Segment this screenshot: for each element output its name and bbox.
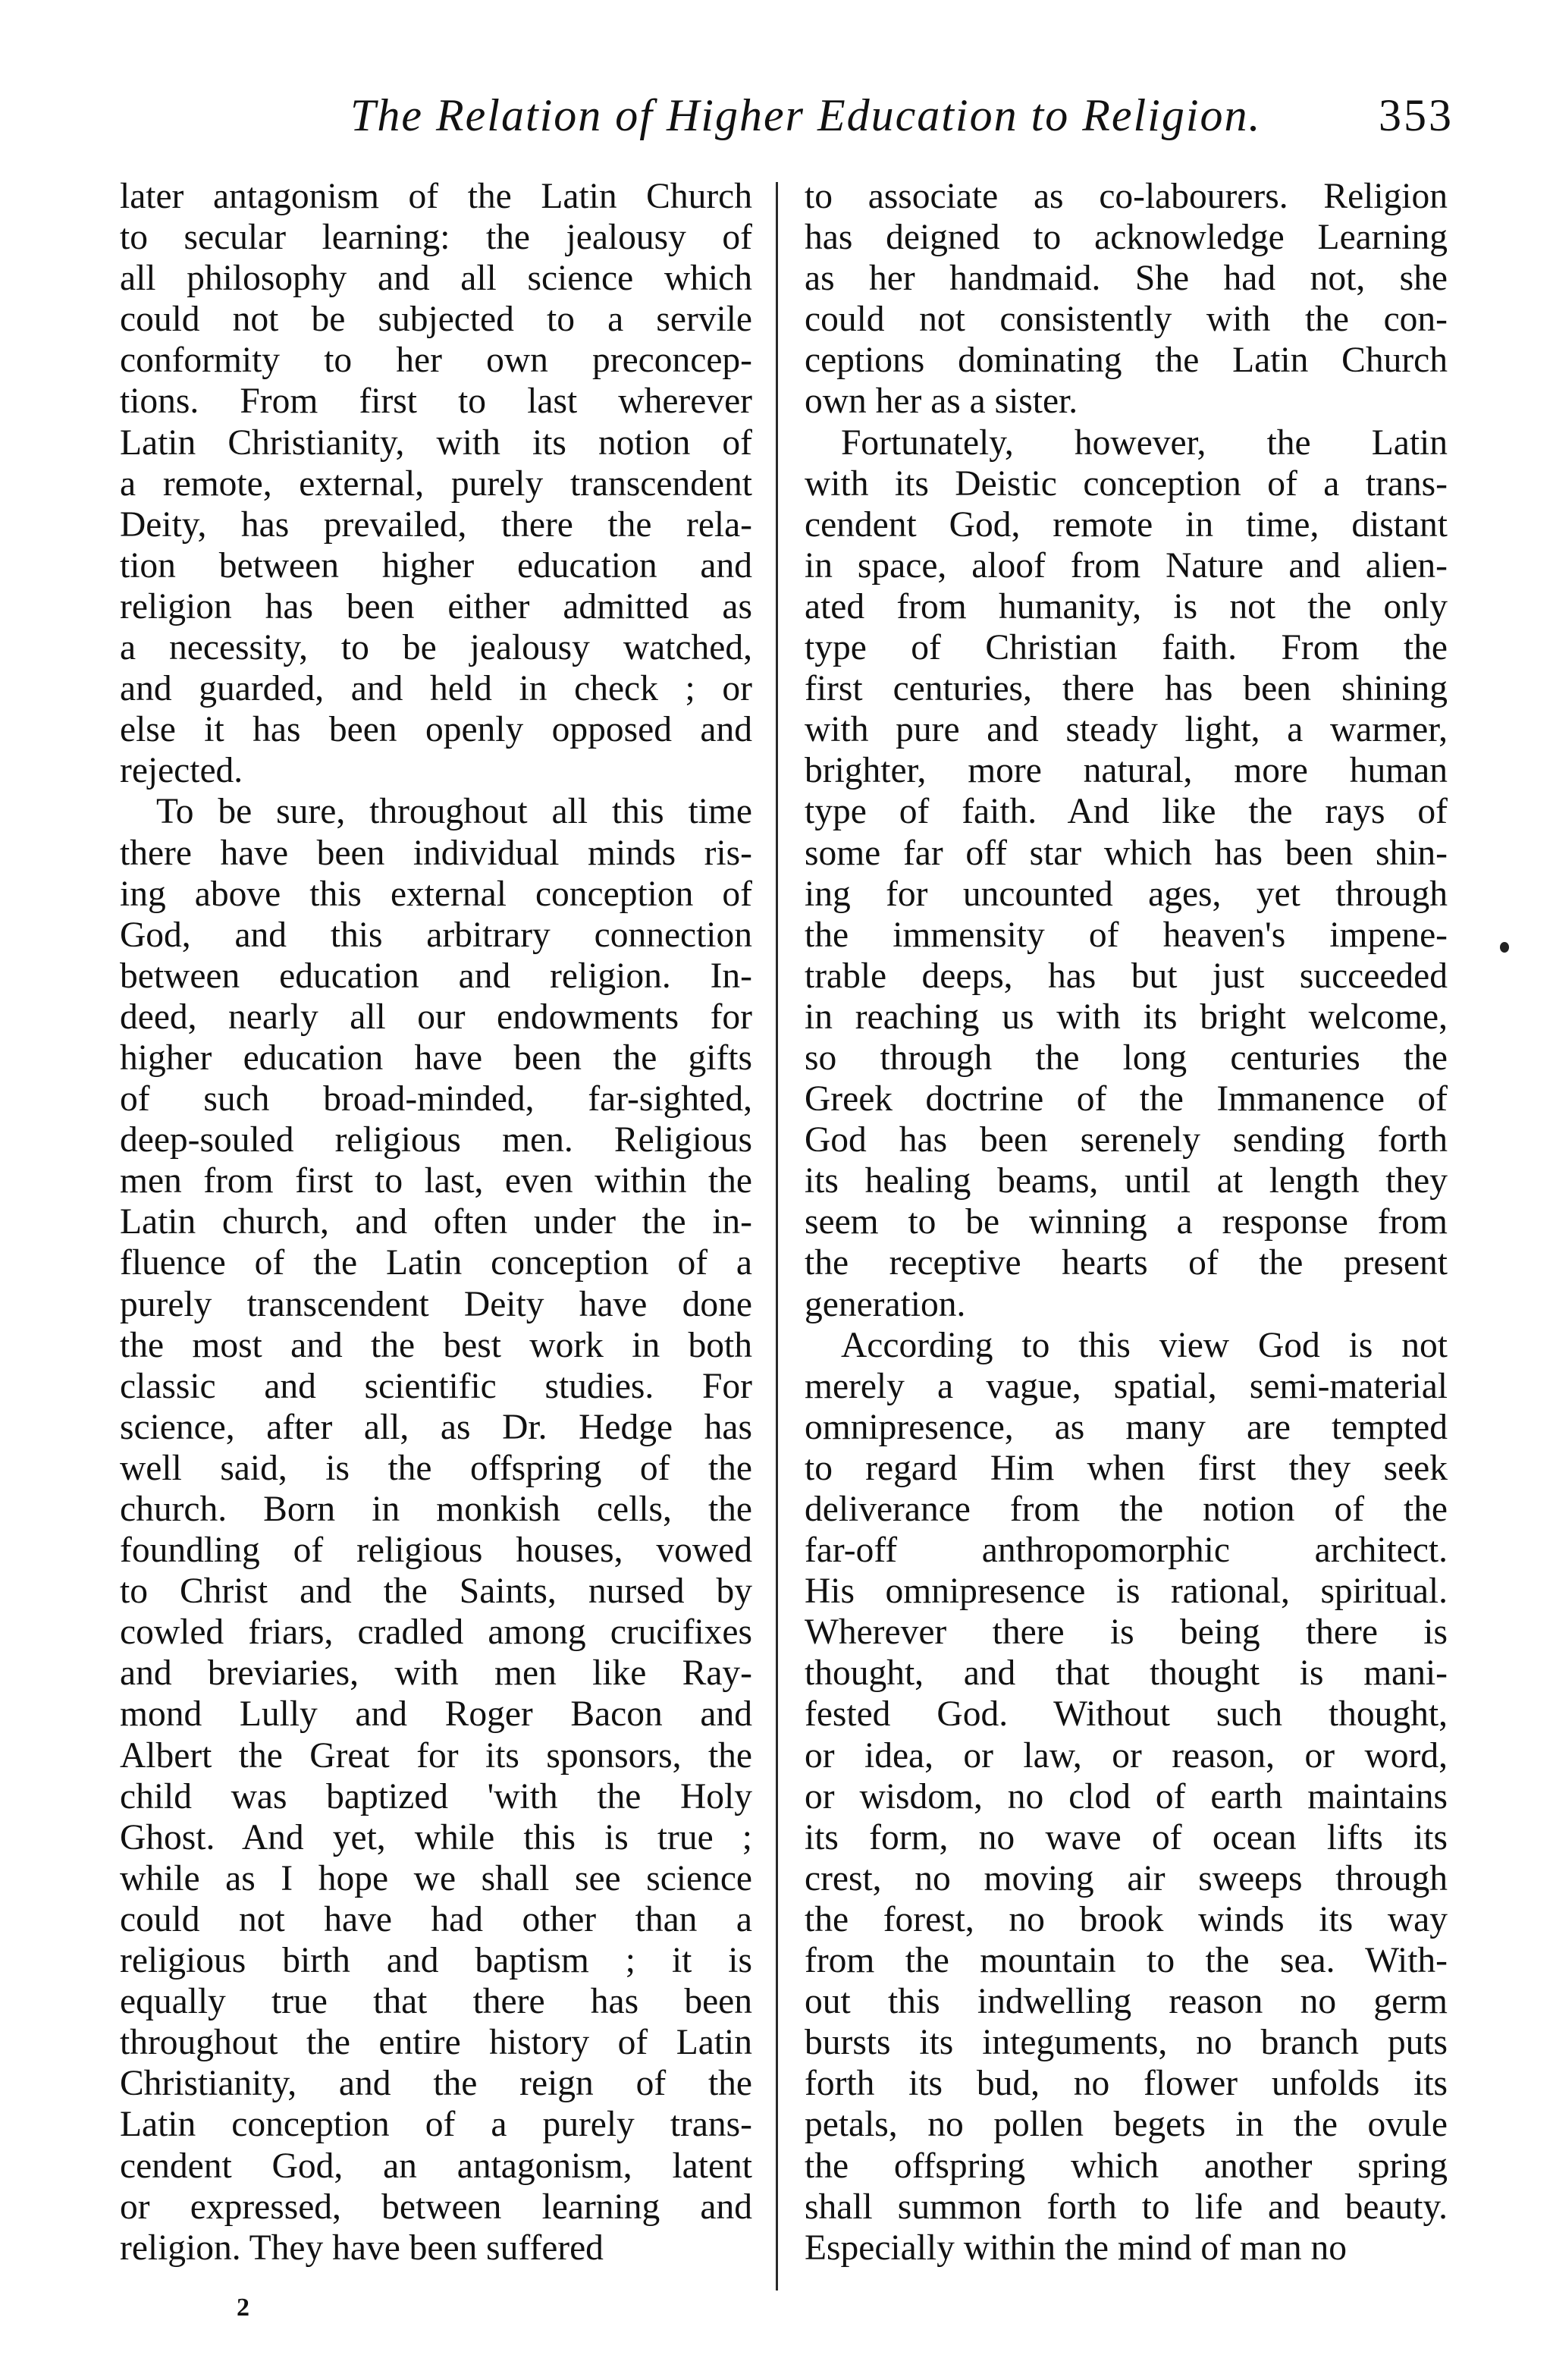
text-line: its form, no wave of ocean lifts its <box>805 1817 1448 1857</box>
text-line: religious birth and baptism ; it is <box>120 1941 752 1981</box>
text-line: science, after all, as Dr. Hedge has <box>120 1407 752 1447</box>
text-line: to regard Him when first they seek <box>805 1448 1448 1488</box>
left-column <box>120 176 752 2269</box>
text-line: Wherever there is being there is <box>805 1612 1448 1653</box>
text-line: equally true that there has been <box>120 1982 752 2022</box>
text-line: Albert the Great for its sponsors, the <box>120 1735 752 1776</box>
text-line: a necessity, to be jealousy watched, <box>120 628 752 668</box>
text-line: Especially within the mind of man no <box>805 2228 1348 2268</box>
text-line: Fortunately, however, the Latin <box>841 422 1448 463</box>
text-line: rejected. <box>120 751 243 791</box>
margin-mark <box>1500 942 1509 953</box>
text-line: Christianity, and the reign of the <box>120 2064 752 2104</box>
text-line: cowled friars, cradled among crucifixes <box>120 1612 752 1653</box>
text-line: forth its bud, no flower unfolds its <box>805 2064 1448 2104</box>
text-line: as her handmaid. She had not, she <box>805 259 1448 299</box>
text-line: religion has been either admitted as <box>120 586 752 626</box>
text-line: Greek doctrine of the Immanence of <box>805 1079 1448 1119</box>
text-line: there have been individual minds ris- <box>120 833 752 873</box>
text-line: with pure and steady light, a warmer, <box>805 710 1448 750</box>
text-line: could not consistently with the con- <box>805 300 1448 340</box>
text-line: petals, no pollen begets in the ovule <box>805 2105 1448 2145</box>
text-line: bursts its integuments, no branch puts <box>805 2023 1448 2063</box>
text-line: a remote, external, purely transcendent <box>120 463 752 504</box>
text-line: could not be subjected to a servile <box>120 300 752 340</box>
text-line: first centuries, there has been shining <box>805 669 1448 709</box>
text-line: later antagonism of the Latin Church <box>120 177 752 216</box>
text-line: deed, nearly all our endowments for <box>120 997 752 1037</box>
text-line: crest, no moving air sweeps through <box>805 1858 1448 1898</box>
text-line: brighter, more natural, more human <box>805 751 1448 791</box>
text-line: ing for uncounted ages, yet through <box>805 874 1448 914</box>
text-line: all philosophy and all science which <box>120 259 752 299</box>
text-line: has deigned to acknowledge Learning <box>805 218 1448 258</box>
text-line: or wisdom, no clod of earth maintains <box>805 1776 1448 1816</box>
text-line: with its Deistic conception of a trans- <box>805 463 1448 504</box>
text-line: or expressed, between learning and <box>120 2187 752 2227</box>
text-line: to secular learning: the jealousy of <box>120 218 752 258</box>
text-line: out this indwelling reason no germ <box>805 1982 1448 2022</box>
text-line: could not have had other than a <box>120 1899 752 1939</box>
text-line: Latin conception of a purely trans- <box>120 2105 752 2145</box>
signature-mark: 2 <box>237 2294 249 2322</box>
text-line: fluence of the Latin conception of a <box>120 1243 752 1283</box>
text-line: the immensity of heaven's impene- <box>805 915 1448 955</box>
text-line: higher education have been the gifts <box>120 1038 752 1078</box>
text-line: shall summon forth to life and beauty. <box>805 2187 1448 2227</box>
text-line: seem to be winning a response from <box>805 1202 1448 1242</box>
text-line: trable deeps, has but just succeeded <box>805 956 1448 996</box>
text-line: generation. <box>805 1284 966 1324</box>
text-line: merely a vague, spatial, semi-material <box>805 1366 1448 1406</box>
text-line: type of faith. And like the rays of <box>805 792 1448 832</box>
text-line: else it has been openly opposed and <box>120 710 752 750</box>
text-line: some far off star which has been shin- <box>805 833 1448 873</box>
text-line: its healing beams, until at length they <box>805 1161 1448 1201</box>
text-line: According to this view God is not <box>841 1325 1448 1365</box>
text-line: and guarded, and held in check ; or <box>120 669 752 709</box>
text-line: to associate as co-labourers. Religion <box>805 177 1448 216</box>
text-line: and breviaries, with men like Ray- <box>120 1653 752 1694</box>
running-head <box>0 89 1553 150</box>
running-title: The Relation of Higher Education to Religion. <box>350 90 1262 140</box>
page-number: 353 <box>1379 90 1454 140</box>
right-column <box>805 176 1448 2269</box>
text-line: of such broad-minded, far-sighted, <box>120 1079 752 1119</box>
text-line: ceptions dominating the Latin Church <box>805 341 1448 381</box>
text-line: conformity to her own preconcep- <box>120 341 752 381</box>
text-line: between education and religion. In- <box>120 956 752 996</box>
text-line: in space, aloof from Nature and alien- <box>805 545 1448 586</box>
column-divider <box>776 182 778 2291</box>
text-line: the forest, no brook winds its way <box>805 1899 1448 1939</box>
text-line: God has been serenely sending forth <box>805 1120 1448 1160</box>
text-line: child was baptized 'with the Holy <box>120 1776 752 1816</box>
text-line: mond Lully and Roger Bacon and <box>120 1694 752 1735</box>
text-line: cendent God, an antagonism, latent <box>120 2146 752 2186</box>
text-line: well said, is the offspring of the <box>120 1448 752 1488</box>
text-line: men from first to last, even within the <box>120 1161 752 1201</box>
text-line: tions. From first to last wherever <box>120 381 752 422</box>
text-line: tion between higher education and <box>120 545 752 586</box>
text-line: own her as a sister. <box>805 381 1078 422</box>
text-line: the receptive hearts of the present <box>805 1243 1448 1283</box>
text-line: fested God. Without such thought, <box>805 1694 1448 1735</box>
text-line: omnipresence, as many are tempted <box>805 1407 1448 1447</box>
text-line: thought, and that thought is mani- <box>805 1653 1448 1694</box>
text-line: the offspring which another spring <box>805 2146 1448 2186</box>
text-line: ing above this external conception of <box>120 874 752 914</box>
text-line: Latin church, and often under the in- <box>120 1202 752 1242</box>
text-line: foundling of religious houses, vowed <box>120 1531 752 1571</box>
text-line: far-off anthropomorphic architect. <box>805 1531 1448 1571</box>
text-line: in reaching us with its bright welcome, <box>805 997 1448 1037</box>
text-line: while as I hope we shall see science <box>120 1858 752 1898</box>
text-line: purely transcendent Deity have done <box>120 1284 752 1324</box>
text-line: Ghost. And yet, while this is true ; <box>120 1817 752 1857</box>
text-line: church. Born in monkish cells, the <box>120 1490 752 1529</box>
text-line: classic and scientific studies. For <box>120 1366 752 1406</box>
text-line: so through the long centuries the <box>805 1038 1448 1078</box>
text-line: deep-souled religious men. Religious <box>120 1120 752 1160</box>
text-line: throughout the entire history of Latin <box>120 2023 752 2063</box>
text-line: the most and the best work in both <box>120 1325 752 1365</box>
text-line: religion. They have been suffered <box>120 2228 604 2268</box>
text-line: to Christ and the Saints, nursed by <box>120 1571 752 1612</box>
text-line: cendent God, remote in time, distant <box>805 504 1448 545</box>
text-line: deliverance from the notion of the <box>805 1490 1448 1529</box>
text-line: from the mountain to the sea. With- <box>805 1941 1448 1981</box>
text-line: ated from humanity, is not the only <box>805 586 1448 626</box>
text-line: Deity, has prevailed, there the rela- <box>120 504 752 545</box>
text-line: or idea, or law, or reason, or word, <box>805 1735 1448 1776</box>
text-line: To be sure, throughout all this time <box>156 792 752 832</box>
text-line: His omnipresence is rational, spiritual. <box>805 1571 1448 1612</box>
text-line: type of Christian faith. From the <box>805 628 1448 668</box>
text-line: Latin Christianity, with its notion of <box>120 422 752 463</box>
text-line: God, and this arbitrary connection <box>120 915 752 955</box>
